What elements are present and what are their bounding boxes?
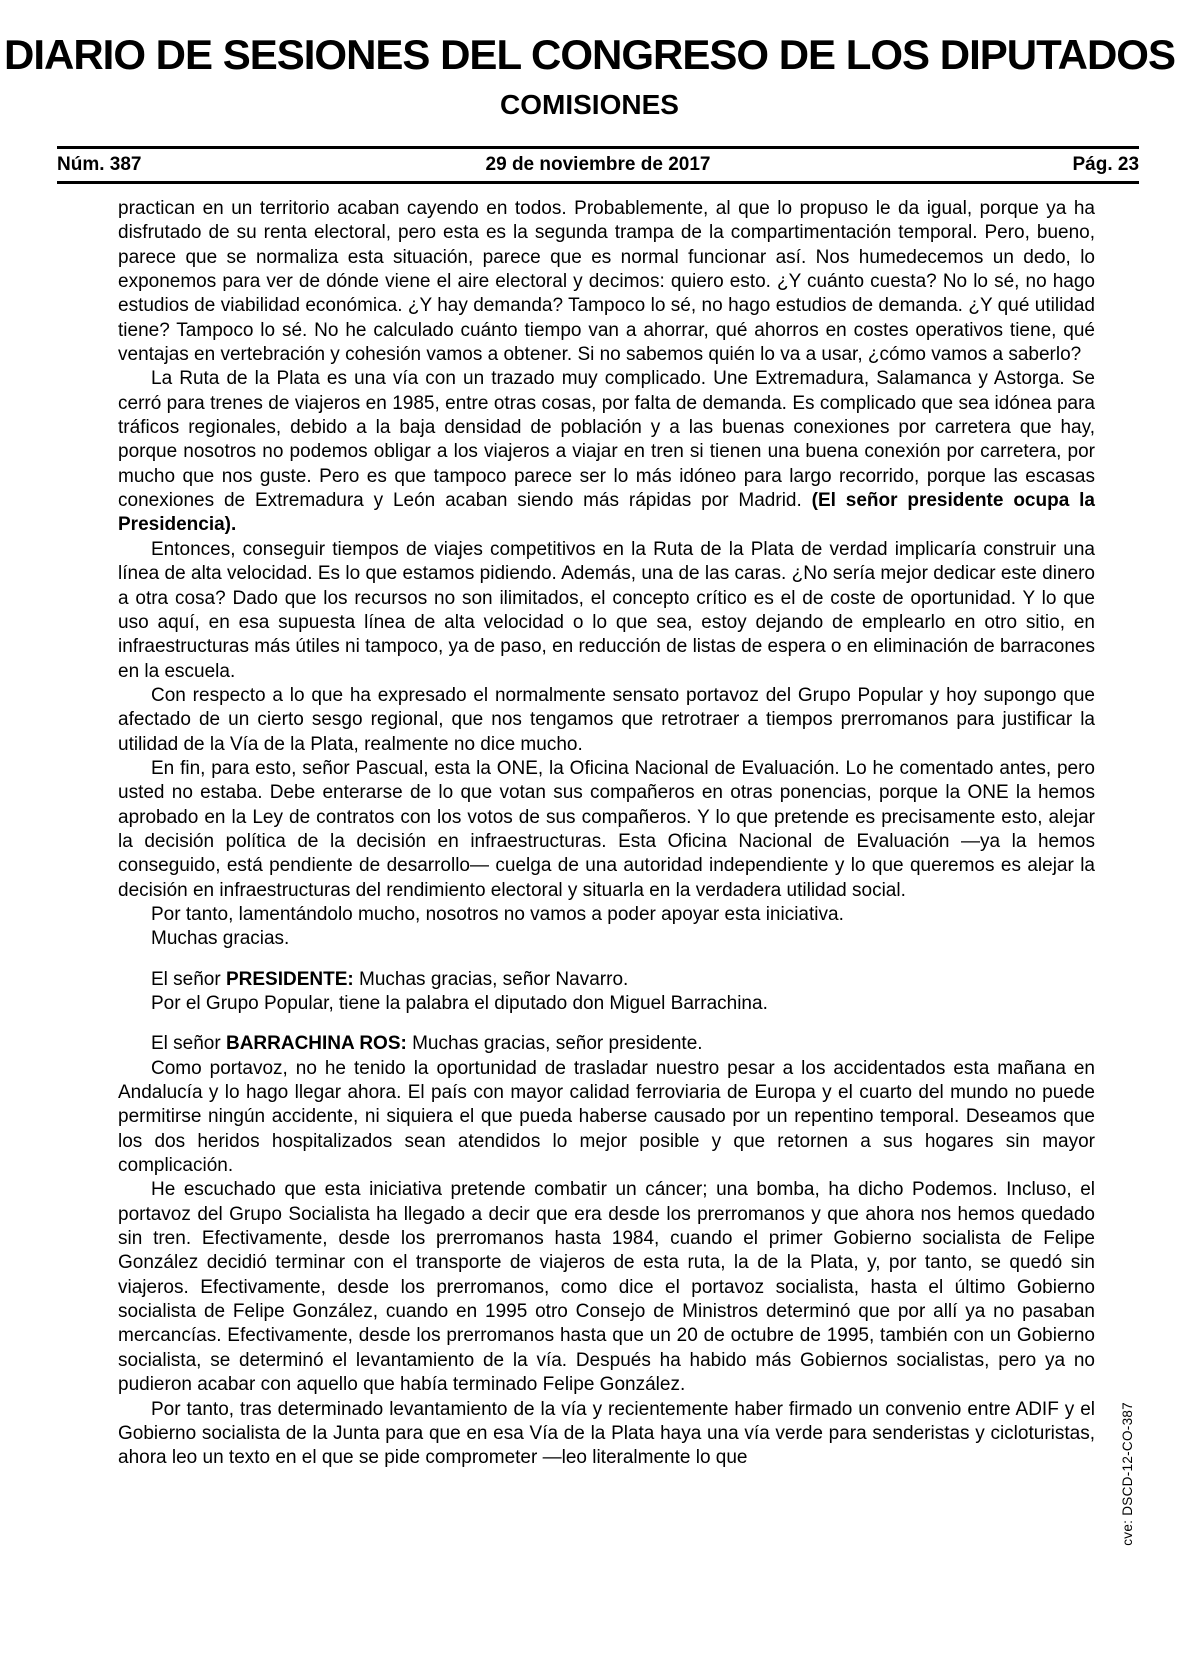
page-number: Pág. 23: [1072, 154, 1140, 175]
page-title: DIARIO DE SESIONES DEL CONGRESO DE LOS DIPUTADOS: [4, 31, 1175, 78]
text-segment: El señor: [151, 1033, 226, 1055]
text-segment: Por el Grupo Popular, tiene la palabra el diputado don Miguel Barrachina.: [151, 993, 768, 1014]
cve-code: cve: DSCD-12-CO-387: [1120, 1402, 1135, 1546]
text-segment: Entonces, conseguir tiempos de viajes competitivos en la Ruta de la Plata de verdad implicaría construir una línea de alta velocidad. Es lo que estamos pidiendo. Además, una de las caras. ¿No sería mejor dedicar este dinero a otra cosa? Dado que los recursos no son ilimitados, el concepto crítico es el de coste de oportunidad. Y lo que uso aquí, en esa supuesta línea de alta velocidad o lo que sea, estoy dejando de emplearlo en otro sitio, en infraestructuras más útiles ni tampoco, ya de paso, en reducción de listas de espera o en eliminación de barracones en la escuela.: [118, 538, 1095, 682]
issue-bar: [57, 146, 1139, 184]
text-segment: practican en un territorio acaban cayendo en todos. Probablemente, al que lo propuso le da igual, porque ya ha disfrutado de su renta electoral, pero esta es la segunda trampa de la compartimentación temporal. Pero, bueno, parece que se normaliza esta situación, parece que es normal funcionar así. Nos humedecemos un dedo, lo exponemos para ver de dónde viene el aire electoral y decimos: quiero esto. ¿Y cuánto cuesta? No lo sé, no hago estudios de viabilidad económica. ¿Y hay demanda? Tampoco lo sé, no hago estudios de demanda. ¿Y qué utilidad tiene? Tampoco lo sé. No he calculado cuánto tiempo van a ahorrar, qué ahorros en costes operativos tiene, qué ventajas en vertebración y cohesión vamos a obtener. Si no sabemos quién lo va a usar, ¿cómo vamos a saberlo?: [118, 198, 1095, 366]
paragraph: [118, 1057, 1095, 1179]
paragraph: [118, 367, 1095, 537]
text-segment: La Ruta de la Plata es una vía con un trazado muy complicado. Une Extremadura, Salamanca y Astorga. Se cerró para trenes de viajeros en 1985, entre otras cosas, por falta de demanda. Es complicado que sea idónea para tráficos regionales, debido a la baja densidad de población y a las buenas conexiones por carretera que hay, porque nosotros no podemos obligar a los viajeros a viajar en tren si tienen una buena conexión por carretera, por mucho que nos guste. Pero es que tampoco parece ser lo más idóneo para largo recorrido, porque las escasas conexiones de Extremadura y León acaban siendo más rápidas por Madrid.: [118, 368, 1095, 512]
paragraph: [118, 197, 1095, 367]
bold-text-segment: (El señor presidente ocupa la Presidencia).: [118, 490, 1095, 536]
text-segment: Muchas gracias, señor presidente.: [406, 1033, 703, 1055]
text-segment: Con respecto a lo que ha expresado el normalmente sensato portavoz del Grupo Popular y hoy supongo que afectado de un cierto sesgo regional, que nos tengamos que retrotraer a tiempos prerromanos para justificar la utilidad de la Vía de la Plata, realmente no dice mucho.: [118, 684, 1095, 755]
issue-date: 29 de noviembre de 2017: [485, 154, 711, 175]
text-segment: He escuchado que esta iniciativa pretende combatir un cáncer; una bomba, ha dicho Podemos. Incluso, el portavoz del Grupo Socialista ha llegado a decir que era desde los prerromanos y que ahora nos hemos quedado sin tren. Efectivamente, desde los prerromanos hasta 1984, cuando el primer Gobierno socialista de Felipe González decidió terminar con el transporte de viajeros de esta ruta, la de la Plata, y, por tanto, se quedó sin viajeros. Efectivamente, desde los prerromanos, como dice el portavoz socialista, hasta el último Gobierno socialista de Felipe González, cuando en 1995 otro Consejo de Ministros determinó que por allí ya no pasaban mercancías. Efectivamente, desde los prerromanos hasta que un 20 de octubre de 1995, también con un Gobierno socialista, se determinó el levantamiento de la vía. Después ha habido más Gobiernos socialistas, pero ya no pudieron acabar con aquello que había terminado Felipe González.: [118, 1179, 1095, 1396]
text-segment: En fin, para esto, señor Pascual, esta la ONE, la Oficina Nacional de Evaluación. Lo he comentado antes, pero usted no estaba. Debe enterarse de lo que votan sus compañeros en otras ponencias, porque la ONE la hemos aprobado en la Ley de contratos con los votos de sus compañeros. Y lo que pretende es precisamente esto, alejar la decisión política de la decisión en infraestructuras. Esta Oficina Nacional de Evaluación —ya la hemos conseguido, está pendiente de desarrollo— cuelga de una autoridad independiente y lo que queremos es alejar la decisión en infraestructuras del rendimiento electoral y situarla en la verdadera utilidad social.: [118, 757, 1095, 901]
text-segment: Como portavoz, no he tenido la oportunidad de trasladar nuestro pesar a los accidentados esta mañana en Andalucía y lo hago llegar ahora. El país con mayor calidad ferroviaria de Europa y el cuarto del mundo no puede permitirse ningún accidente, ni siquiera el que pueda haberse causado por un repentino temporal. Deseamos que los dos heridos hospitalizados sean atendidos lo mejor posible y que retornen a sus hogares sin mayor complicación.: [118, 1057, 1095, 1177]
paragraph: [118, 968, 1095, 992]
paragraph: [118, 684, 1095, 757]
document-body: [118, 197, 1095, 1471]
paragraph: [118, 757, 1095, 903]
paragraph: [118, 538, 1095, 684]
page-subtitle: COMISIONES: [500, 89, 679, 120]
masthead: [0, 0, 1179, 121]
text-segment: Por tanto, lamentándolo mucho, nosotros no vamos a poder apoyar esta iniciativa.: [151, 903, 844, 925]
issue-number: Núm. 387: [57, 154, 142, 175]
paragraph: [118, 1178, 1095, 1397]
text-segment: Muchas gracias.: [151, 928, 290, 950]
paragraph: [118, 927, 1095, 951]
bold-text-segment: BARRACHINA ROS:: [225, 1033, 407, 1055]
text-segment: El señor: [151, 968, 226, 990]
paragraph: [118, 1032, 1095, 1056]
paragraph: [118, 992, 1095, 1016]
paragraph: [118, 1398, 1095, 1471]
bold-text-segment: PRESIDENTE:: [225, 968, 354, 990]
text-segment: Por tanto, tras determinado levantamiento de la vía y recientemente haber firmado un convenio entre ADIF y el Gobierno socialista de la Junta para que en esa Vía de la Plata haya una vía verde para senderistas y cicloturistas, ahora leo un texto en el que se pide comprometer —leo literalmente lo que: [118, 1398, 1095, 1469]
text-segment: Muchas gracias, señor Navarro.: [353, 968, 629, 990]
paragraph: [118, 903, 1095, 927]
